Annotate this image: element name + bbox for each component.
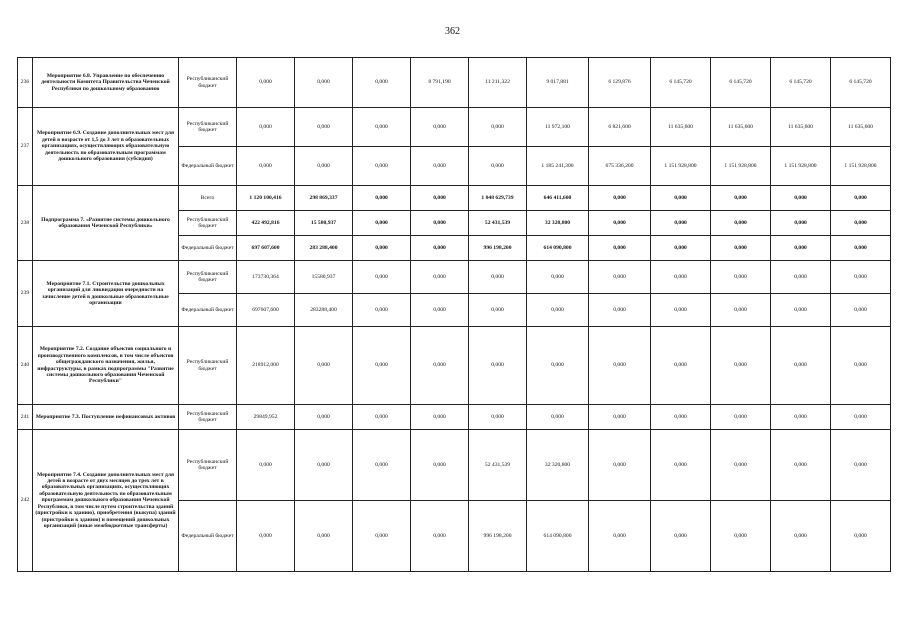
budget-value: 0,000 [651,236,711,261]
budget-value: 0,000 [295,430,353,501]
budget-value: 0,000 [527,261,589,294]
budget-value: 0,000 [711,327,771,405]
budget-value: 218912,000 [237,327,295,405]
budget-value: 0,000 [411,211,469,236]
budget-value: 6 145,720 [711,58,771,108]
budget-value: 0,000 [295,405,353,430]
budget-value: 0,000 [589,186,651,211]
budget-value: 0,000 [411,430,469,501]
budget-value: 9 017,881 [527,58,589,108]
measure-name: Мероприятие 6.9. Создание дополнительных мест для детей в возрасте от 1,5 до 3 лет в образовательных организациях, осуществляющих образовательную деятельность по образовательным программам дошкольного образования (субсидия) [33,108,179,186]
budget-value: 0,000 [771,327,831,405]
budget-value: 0,000 [353,405,411,430]
budget-value: 1 120 100,416 [237,186,295,211]
budget-value: 0,000 [831,405,891,430]
budget-value: 1 151 928,800 [651,147,711,186]
budget-value: 0,000 [469,405,527,430]
budget-value: 0,000 [651,405,711,430]
table-row [18,261,891,294]
budget-value: 0,000 [353,261,411,294]
budget-value: 0,000 [353,294,411,327]
budget-value: 614 090,800 [527,501,589,572]
row-number: 240 [18,327,33,405]
budget-value: 0,000 [469,108,527,147]
budget-value: 283288,400 [295,294,353,327]
measure-name: Подпрограмма 7. «Развитие системы дошкольного образования Чеченской Республики» [33,186,179,261]
budget-value: 0,000 [651,430,711,501]
funding-source: Республиканский бюджет [179,405,237,430]
budget-value: 0,000 [711,501,771,572]
budget-value: 6 145,720 [831,58,891,108]
budget-value: 29849,952 [237,405,295,430]
budget-value: 0,000 [771,405,831,430]
budget-value: 422 492,816 [237,211,295,236]
budget-value: 0,000 [589,327,651,405]
row-number: 237 [18,108,33,186]
measure-name: Мероприятие 7.1. Строительство дошкольных организаций для ликвидации очередности на зачисление детей в дошкольные образовательные организации [33,261,179,327]
budget-value: 614 090,800 [527,236,589,261]
budget-value: 32 320,800 [527,211,589,236]
budget-value: 0,000 [237,108,295,147]
table-row [18,405,891,430]
budget-value: 996 198,200 [469,501,527,572]
budget-value: 0,000 [237,430,295,501]
measure-name: Мероприятие 7.4. Создание дополнительных мест для детей в возрасте от двух месяцев до трех лет в образовательных организациях, осуществляющих образовательную деятельность по образовательным программам дошкольного образования Чеченской Республики, в том числе путем строительства зданий (пристройки к зданию), приобретения (выкупа) зданий (пристройки к зданию) и помещений дошкольных организаций (иные межбюджетные трансферты) [33,430,179,572]
budget-value: 0,000 [589,294,651,327]
budget-value: 0,000 [651,501,711,572]
budget-value: 0,000 [831,327,891,405]
budget-value: 0,000 [527,405,589,430]
budget-value: 0,000 [353,236,411,261]
budget-value: 0,000 [469,261,527,294]
measure-name: Мероприятие 7.3. Поступление нефинансовых активов [33,405,179,430]
budget-value: 0,000 [771,430,831,501]
budget-value: 1 151 928,800 [831,147,891,186]
measure-name: Мероприятие 6.8. Управление по обеспечению деятельности Комитета Правительства Чеченской Республики по дошкольному образованию [33,58,179,108]
budget-value: 0,000 [651,327,711,405]
budget-value: 0,000 [831,430,891,501]
budget-value: 675 336,200 [589,147,651,186]
funding-source: Федеральный бюджет [179,501,237,572]
budget-value: 0,000 [711,430,771,501]
budget-value: 1 185 241,300 [527,147,589,186]
budget-value: 0,000 [237,501,295,572]
budget-value: 0,000 [469,294,527,327]
budget-value: 6 821,600 [589,108,651,147]
budget-value: 298 869,337 [295,186,353,211]
budget-value: 0,000 [411,147,469,186]
budget-value: 0,000 [353,186,411,211]
budget-value: 0,000 [411,327,469,405]
funding-source: Республиканский бюджет [179,58,237,108]
budget-value: 1 151 928,800 [771,147,831,186]
budget-value: 0,000 [771,211,831,236]
budget-value: 0,000 [771,501,831,572]
budget-value: 11 635,600 [831,108,891,147]
budget-value: 0,000 [237,147,295,186]
funding-source: Федеральный бюджет [179,294,237,327]
budget-value: 0,000 [831,294,891,327]
budget-value: 52 431,539 [469,211,527,236]
budget-value: 0,000 [651,186,711,211]
budget-value: 996 198,200 [469,236,527,261]
budget-value: 1 048 629,739 [469,186,527,211]
budget-value: 697607,600 [237,294,295,327]
funding-source: Всего [179,186,237,211]
funding-source: Федеральный бюджет [179,236,237,261]
budget-value: 0,000 [295,327,353,405]
table-row [18,58,891,108]
budget-value: 0,000 [711,261,771,294]
budget-value: 1 151 928,800 [711,147,771,186]
budget-value: 0,000 [353,147,411,186]
budget-value: 0,000 [411,501,469,572]
budget-value: 6 145,720 [771,58,831,108]
budget-value: 0,000 [527,327,589,405]
budget-value: 0,000 [527,294,589,327]
budget-value: 283 288,400 [295,236,353,261]
budget-value: 0,000 [831,211,891,236]
budget-value: 0,000 [651,294,711,327]
budget-value: 0,000 [831,501,891,572]
budget-value: 0,000 [353,501,411,572]
table-row [18,327,891,405]
budget-value: 0,000 [711,186,771,211]
table-row [18,186,891,211]
funding-source: Республиканский бюджет [179,108,237,147]
budget-value: 0,000 [353,430,411,501]
budget-value: 11 635,600 [711,108,771,147]
funding-source: Республиканский бюджет [179,327,237,405]
row-number: 236 [18,58,33,108]
budget-value: 0,000 [411,405,469,430]
row-number: 241 [18,405,33,430]
budget-value: 0,000 [589,405,651,430]
budget-value: 15 580,937 [295,211,353,236]
funding-source: Республиканский бюджет [179,261,237,294]
budget-value: 0,000 [831,186,891,211]
measure-name: Мероприятие 7.2. Создание объектов социального и производственного комплексов, в том числе объектов общегражданского назначения, жилья, инфраструктуры, в рамках подпрограммы "Развитие системы дошкольного образования Чеченской Республики" [33,327,179,405]
budget-value: 0,000 [831,261,891,294]
budget-value: 6 129,876 [589,58,651,108]
budget-table [17,57,891,572]
budget-value: 0,000 [411,261,469,294]
row-number: 238 [18,186,33,261]
budget-value: 0,000 [469,147,527,186]
budget-value: 0,000 [353,327,411,405]
budget-value: 0,000 [771,294,831,327]
funding-source: Республиканский бюджет [179,430,237,501]
budget-value: 11 635,600 [651,108,711,147]
row-number: 239 [18,261,33,327]
budget-value: 0,000 [589,501,651,572]
budget-value: 11 211,322 [469,58,527,108]
budget-value: 52 431,539 [469,430,527,501]
budget-value: 0,000 [589,261,651,294]
budget-value: 0,000 [711,405,771,430]
budget-value: 6 145,720 [651,58,711,108]
budget-value: 0,000 [295,58,353,108]
budget-value: 0,000 [589,430,651,501]
budget-value: 0,000 [411,186,469,211]
budget-value: 697 607,600 [237,236,295,261]
table-row [18,430,891,501]
budget-value: 0,000 [295,501,353,572]
budget-value: 0,000 [711,236,771,261]
budget-value: 0,000 [237,58,295,108]
budget-value: 0,000 [411,108,469,147]
page-number: 362 [445,26,460,37]
budget-value: 0,000 [353,211,411,236]
funding-source: Федеральный бюджет [179,147,237,186]
budget-value: 0,000 [771,236,831,261]
table-row [18,108,891,147]
budget-value: 0,000 [411,236,469,261]
budget-value: 0,000 [651,211,711,236]
budget-value: 11 635,600 [771,108,831,147]
budget-value: 173730,364 [237,261,295,294]
budget-value: 11 972,100 [527,108,589,147]
budget-value: 646 411,600 [527,186,589,211]
budget-value: 0,000 [589,211,651,236]
budget-value: 0,000 [411,294,469,327]
budget-value: 0,000 [469,327,527,405]
budget-value: 0,000 [589,236,651,261]
budget-value: 0,000 [353,108,411,147]
budget-value: 0,000 [295,147,353,186]
row-number: 242 [18,430,33,572]
budget-value: 0,000 [771,261,831,294]
budget-value: 8 791,190 [411,58,469,108]
budget-value: 15580,937 [295,261,353,294]
budget-value: 0,000 [831,236,891,261]
funding-source: Республиканский бюджет [179,211,237,236]
budget-value: 0,000 [295,108,353,147]
budget-value: 0,000 [771,186,831,211]
budget-value: 0,000 [651,261,711,294]
budget-value: 32 320,800 [527,430,589,501]
budget-value: 0,000 [353,58,411,108]
budget-value: 0,000 [711,294,771,327]
budget-value: 0,000 [711,211,771,236]
